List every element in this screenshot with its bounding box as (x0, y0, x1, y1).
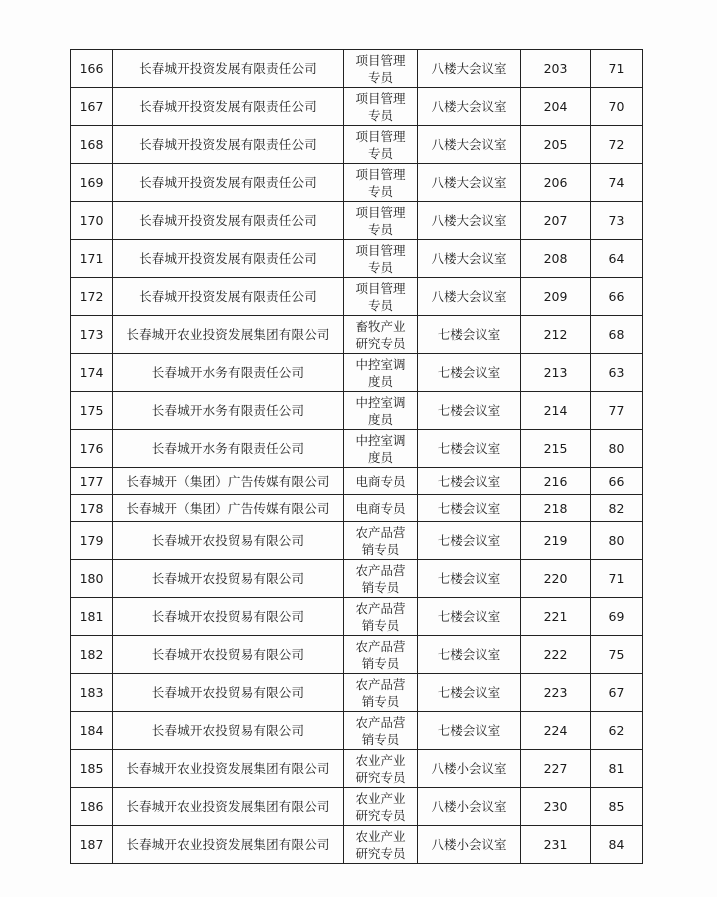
position-line: 专员 (367, 107, 393, 123)
position-line: 电商专员 (355, 500, 406, 516)
seat-number-cell: 204 (521, 88, 591, 126)
row-number-cell: 176 (71, 430, 113, 468)
position-cell (344, 674, 418, 712)
position-cell (344, 316, 418, 354)
score-cell: 66 (591, 278, 643, 316)
table-row (71, 240, 643, 278)
row-number-cell: 177 (71, 468, 113, 495)
score-cell: 70 (591, 88, 643, 126)
venue-cell: 七楼会议室 (418, 430, 521, 468)
position-line: 度员 (367, 411, 393, 427)
table-row (71, 316, 643, 354)
company-cell: 长春城开水务有限责任公司 (113, 354, 344, 392)
position-line: 项目管理 (355, 242, 406, 258)
seat-number-cell: 212 (521, 316, 591, 354)
company-cell: 长春城开投资发展有限责任公司 (113, 278, 344, 316)
company-cell: 长春城开投资发展有限责任公司 (113, 202, 344, 240)
position-line: 农产品营 (355, 638, 406, 654)
position-line: 专员 (367, 259, 393, 275)
position-cell (344, 712, 418, 750)
position-line: 电商专员 (355, 473, 406, 489)
company-cell: 长春城开农业投资发展集团有限公司 (113, 750, 344, 788)
position-cell (344, 522, 418, 560)
score-cell: 66 (591, 468, 643, 495)
position-line: 农产品营 (355, 676, 406, 692)
position-cell (344, 164, 418, 202)
score-cell: 84 (591, 826, 643, 864)
company-cell: 长春城开农投贸易有限公司 (113, 712, 344, 750)
position-cell (344, 50, 418, 88)
venue-cell: 八楼小会议室 (418, 750, 521, 788)
position-line: 销专员 (361, 579, 400, 595)
score-cell: 69 (591, 598, 643, 636)
venue-cell: 八楼大会议室 (418, 88, 521, 126)
position-cell (344, 430, 418, 468)
table-row (71, 826, 643, 864)
row-number-cell: 175 (71, 392, 113, 430)
venue-cell: 七楼会议室 (418, 392, 521, 430)
position-cell (344, 598, 418, 636)
row-number-cell: 180 (71, 560, 113, 598)
venue-cell: 七楼会议室 (418, 468, 521, 495)
position-cell (344, 788, 418, 826)
score-cell: 64 (591, 240, 643, 278)
venue-cell: 七楼会议室 (418, 560, 521, 598)
venue-cell: 七楼会议室 (418, 636, 521, 674)
position-line: 项目管理 (355, 166, 406, 182)
row-number-cell: 178 (71, 495, 113, 522)
table-row (71, 674, 643, 712)
position-cell (344, 278, 418, 316)
position-line: 中控室调 (355, 356, 406, 372)
position-cell (344, 88, 418, 126)
seat-number-cell: 218 (521, 495, 591, 522)
company-cell: 长春城开农业投资发展集团有限公司 (113, 826, 344, 864)
row-number-cell: 171 (71, 240, 113, 278)
table-row (71, 788, 643, 826)
position-line: 专员 (367, 145, 393, 161)
row-number-cell: 168 (71, 126, 113, 164)
table-row (71, 636, 643, 674)
company-cell: 长春城开农投贸易有限公司 (113, 598, 344, 636)
position-cell (344, 560, 418, 598)
position-line: 农产品营 (355, 562, 406, 578)
table-row (71, 354, 643, 392)
seat-number-cell: 224 (521, 712, 591, 750)
position-line: 项目管理 (355, 90, 406, 106)
venue-cell: 八楼小会议室 (418, 826, 521, 864)
company-cell: 长春城开水务有限责任公司 (113, 430, 344, 468)
row-number-cell: 181 (71, 598, 113, 636)
company-cell: 长春城开农业投资发展集团有限公司 (113, 788, 344, 826)
score-cell: 80 (591, 430, 643, 468)
row-number-cell: 172 (71, 278, 113, 316)
company-cell: 长春城开投资发展有限责任公司 (113, 50, 344, 88)
candidate-table (70, 49, 643, 864)
position-line: 专员 (367, 297, 393, 313)
seat-number-cell: 208 (521, 240, 591, 278)
table-row (71, 522, 643, 560)
venue-cell: 八楼大会议室 (418, 164, 521, 202)
position-line: 项目管理 (355, 128, 406, 144)
table-row (71, 712, 643, 750)
company-cell: 长春城开农投贸易有限公司 (113, 560, 344, 598)
position-line: 度员 (367, 449, 393, 465)
seat-number-cell: 222 (521, 636, 591, 674)
seat-number-cell: 203 (521, 50, 591, 88)
venue-cell: 七楼会议室 (418, 316, 521, 354)
position-cell (344, 495, 418, 522)
table-row (71, 468, 643, 495)
score-cell: 63 (591, 354, 643, 392)
row-number-cell: 179 (71, 522, 113, 560)
score-cell: 85 (591, 788, 643, 826)
table-row (71, 430, 643, 468)
position-line: 农产品营 (355, 524, 406, 540)
seat-number-cell: 219 (521, 522, 591, 560)
seat-number-cell: 205 (521, 126, 591, 164)
position-line: 销专员 (361, 617, 400, 633)
score-cell: 80 (591, 522, 643, 560)
position-line: 销专员 (361, 655, 400, 671)
position-line: 专员 (367, 69, 393, 85)
company-cell: 长春城开投资发展有限责任公司 (113, 240, 344, 278)
company-cell: 长春城开投资发展有限责任公司 (113, 164, 344, 202)
score-cell: 81 (591, 750, 643, 788)
position-line: 研究专员 (355, 769, 406, 785)
row-number-cell: 170 (71, 202, 113, 240)
position-line: 农业产业 (355, 828, 406, 844)
row-number-cell: 169 (71, 164, 113, 202)
table-row (71, 750, 643, 788)
table-row (71, 50, 643, 88)
position-line: 研究专员 (355, 807, 406, 823)
position-line: 项目管理 (355, 280, 406, 296)
company-cell: 长春城开农投贸易有限公司 (113, 522, 344, 560)
company-cell: 长春城开农投贸易有限公司 (113, 636, 344, 674)
seat-number-cell: 230 (521, 788, 591, 826)
table-body (71, 50, 643, 864)
position-cell (344, 240, 418, 278)
company-cell: 长春城开农业投资发展集团有限公司 (113, 316, 344, 354)
position-line: 专员 (367, 221, 393, 237)
company-cell: 长春城开（集团）广告传媒有限公司 (113, 495, 344, 522)
venue-cell: 八楼大会议室 (418, 240, 521, 278)
score-cell: 68 (591, 316, 643, 354)
position-line: 项目管理 (355, 52, 406, 68)
position-line: 专员 (367, 183, 393, 199)
row-number-cell: 167 (71, 88, 113, 126)
seat-number-cell: 213 (521, 354, 591, 392)
seat-number-cell: 215 (521, 430, 591, 468)
score-cell: 72 (591, 126, 643, 164)
seat-number-cell: 209 (521, 278, 591, 316)
score-cell: 75 (591, 636, 643, 674)
row-number-cell: 187 (71, 826, 113, 864)
row-number-cell: 186 (71, 788, 113, 826)
venue-cell: 七楼会议室 (418, 522, 521, 560)
seat-number-cell: 221 (521, 598, 591, 636)
position-cell (344, 202, 418, 240)
row-number-cell: 182 (71, 636, 113, 674)
venue-cell: 八楼大会议室 (418, 50, 521, 88)
position-line: 研究专员 (355, 335, 406, 351)
seat-number-cell: 216 (521, 468, 591, 495)
seat-number-cell: 231 (521, 826, 591, 864)
position-line: 销专员 (361, 731, 400, 747)
position-line: 农业产业 (355, 790, 406, 806)
venue-cell: 七楼会议室 (418, 674, 521, 712)
seat-number-cell: 223 (521, 674, 591, 712)
position-line: 研究专员 (355, 845, 406, 861)
position-cell (344, 468, 418, 495)
position-line: 中控室调 (355, 394, 406, 410)
score-cell: 74 (591, 164, 643, 202)
table-row (71, 202, 643, 240)
table-row (71, 598, 643, 636)
position-cell (344, 750, 418, 788)
venue-cell: 七楼会议室 (418, 598, 521, 636)
venue-cell: 八楼大会议室 (418, 278, 521, 316)
score-cell: 71 (591, 560, 643, 598)
seat-number-cell: 207 (521, 202, 591, 240)
position-line: 农产品营 (355, 714, 406, 730)
row-number-cell: 185 (71, 750, 113, 788)
position-line: 农业产业 (355, 752, 406, 768)
venue-cell: 七楼会议室 (418, 495, 521, 522)
position-line: 销专员 (361, 693, 400, 709)
table-row (71, 278, 643, 316)
venue-cell: 七楼会议室 (418, 354, 521, 392)
score-cell: 77 (591, 392, 643, 430)
table-row (71, 392, 643, 430)
venue-cell: 七楼会议室 (418, 712, 521, 750)
score-cell: 73 (591, 202, 643, 240)
position-cell (344, 826, 418, 864)
row-number-cell: 166 (71, 50, 113, 88)
score-cell: 62 (591, 712, 643, 750)
venue-cell: 八楼大会议室 (418, 126, 521, 164)
position-cell (344, 636, 418, 674)
table-row (71, 88, 643, 126)
row-number-cell: 183 (71, 674, 113, 712)
row-number-cell: 184 (71, 712, 113, 750)
seat-number-cell: 220 (521, 560, 591, 598)
table-row (71, 495, 643, 522)
row-number-cell: 173 (71, 316, 113, 354)
venue-cell: 八楼大会议室 (418, 202, 521, 240)
company-cell: 长春城开农投贸易有限公司 (113, 674, 344, 712)
position-line: 项目管理 (355, 204, 406, 220)
seat-number-cell: 214 (521, 392, 591, 430)
table-row (71, 560, 643, 598)
score-cell: 67 (591, 674, 643, 712)
position-line: 度员 (367, 373, 393, 389)
seat-number-cell: 206 (521, 164, 591, 202)
score-cell: 82 (591, 495, 643, 522)
table-row (71, 126, 643, 164)
company-cell: 长春城开水务有限责任公司 (113, 392, 344, 430)
row-number-cell: 174 (71, 354, 113, 392)
position-cell (344, 392, 418, 430)
position-line: 销专员 (361, 541, 400, 557)
position-cell (344, 354, 418, 392)
position-line: 农产品营 (355, 600, 406, 616)
position-line: 畜牧产业 (355, 318, 406, 334)
position-line: 中控室调 (355, 432, 406, 448)
company-cell: 长春城开投资发展有限责任公司 (113, 88, 344, 126)
company-cell: 长春城开投资发展有限责任公司 (113, 126, 344, 164)
venue-cell: 八楼小会议室 (418, 788, 521, 826)
seat-number-cell: 227 (521, 750, 591, 788)
table-row (71, 164, 643, 202)
company-cell: 长春城开（集团）广告传媒有限公司 (113, 468, 344, 495)
position-cell (344, 126, 418, 164)
score-cell: 71 (591, 50, 643, 88)
